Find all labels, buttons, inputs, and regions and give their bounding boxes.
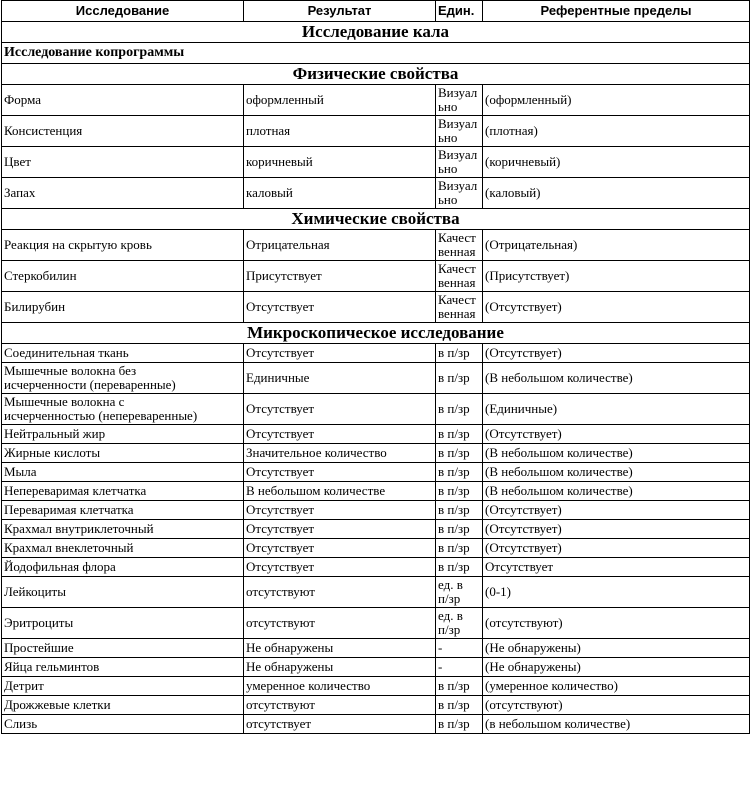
header-unit: Един. [436,1,483,22]
name-line: исчерченности (переваренные) [4,377,176,392]
row-unit: в п/зр [436,696,483,715]
group-row-physical [2,64,750,85]
unit-line: Визуал [438,116,478,131]
row-unit [436,147,483,178]
table-row [2,482,750,501]
table-row [2,425,750,444]
table-row [2,558,750,577]
row-result: отсутствуют [244,577,436,608]
row-reference: (Отсутствует) [483,520,750,539]
row-unit: - [436,658,483,677]
unit-line: ьно [438,99,458,114]
row-unit [436,292,483,323]
row-name: Лейкоциты [2,577,244,608]
table-row [2,577,750,608]
row-unit: в п/зр [436,444,483,463]
row-name: Эритроциты [2,608,244,639]
row-result: отсутствуют [244,608,436,639]
row-reference: (Отсутствует) [483,292,750,323]
row-reference: (Отсутствует) [483,425,750,444]
unit-line: ьно [438,192,458,207]
row-name [2,394,244,425]
group-row-micro [2,323,750,344]
row-result: Не обнаружены [244,658,436,677]
row-reference: (оформленный) [483,85,750,116]
row-name: Дрожжевые клетки [2,696,244,715]
row-result: Единичные [244,363,436,394]
header-result: Результат [244,1,436,22]
unit-line: ед. в [438,608,463,623]
row-reference: (отсутствуют) [483,696,750,715]
row-name: Яйца гельминтов [2,658,244,677]
row-unit: в п/зр [436,394,483,425]
row-name: Слизь [2,715,244,734]
row-reference: (плотная) [483,116,750,147]
row-unit: в п/зр [436,344,483,363]
name-line: исчерченностью (непереваренные) [4,408,198,423]
unit-line: ед. в [438,577,463,592]
row-unit [436,230,483,261]
section-title: Исследование кала [2,22,750,43]
unit-line: ьно [438,130,458,145]
unit-line: Визуал [438,85,478,100]
row-name: Жирные кислоты [2,444,244,463]
unit-line: ьно [438,161,458,176]
table-header-row [2,1,750,22]
row-reference: (Отсутствует) [483,539,750,558]
row-name: Цвет [2,147,244,178]
row-result: Отсутствует [244,463,436,482]
row-result: отсутствует [244,715,436,734]
row-result: Отсутствует [244,394,436,425]
row-name: Стеркобилин [2,261,244,292]
row-name: Нейтральный жир [2,425,244,444]
row-name: Крахмал внутриклеточный [2,520,244,539]
subsection-row [2,43,750,64]
table-row [2,696,750,715]
table-row [2,520,750,539]
table-row [2,658,750,677]
row-result: Отсутствует [244,501,436,520]
header-study: Исследование [2,1,244,22]
row-unit [436,577,483,608]
row-result: Отсутствует [244,344,436,363]
table-row [2,677,750,696]
row-unit: в п/зр [436,715,483,734]
table-row [2,344,750,363]
unit-line: венная [438,306,476,321]
row-unit: в п/зр [436,539,483,558]
row-reference: (каловый) [483,178,750,209]
row-reference: (В небольшом количестве) [483,363,750,394]
row-result: В небольшом количестве [244,482,436,501]
unit-line: Качест [438,292,476,307]
row-reference: (в небольшом количестве) [483,715,750,734]
row-name: Консистенция [2,116,244,147]
name-line: Мышечные волокна с [4,394,125,409]
row-unit [436,116,483,147]
row-unit [436,608,483,639]
section-row [2,22,750,43]
row-name: Реакция на скрытую кровь [2,230,244,261]
row-name: Непереваримая клетчатка [2,482,244,501]
row-reference: (Не обнаружены) [483,658,750,677]
row-result: Значительное количество [244,444,436,463]
row-result: каловый [244,178,436,209]
stool-analysis-table [1,0,750,734]
row-unit: - [436,639,483,658]
row-unit: в п/зр [436,501,483,520]
row-unit [436,261,483,292]
row-name: Йодофильная флора [2,558,244,577]
row-unit [436,85,483,116]
row-result: Отрицательная [244,230,436,261]
row-reference: (В небольшом количестве) [483,444,750,463]
row-name: Крахмал внеклеточный [2,539,244,558]
unit-line: Визуал [438,178,478,193]
table-row [2,394,750,425]
row-name: Простейшие [2,639,244,658]
table-row [2,85,750,116]
group-row-chemical [2,209,750,230]
row-unit [436,178,483,209]
table-row [2,363,750,394]
row-unit: в п/зр [436,482,483,501]
row-reference: (Единичные) [483,394,750,425]
row-unit: в п/зр [436,520,483,539]
table-row [2,501,750,520]
row-name: Запах [2,178,244,209]
row-name: Соединительная ткань [2,344,244,363]
table-row [2,639,750,658]
row-result: оформленный [244,85,436,116]
table-row [2,608,750,639]
row-result: умеренное количество [244,677,436,696]
table-row [2,444,750,463]
row-unit: в п/зр [436,463,483,482]
row-reference: (В небольшом количестве) [483,482,750,501]
row-result: Отсутствует [244,539,436,558]
row-unit: в п/зр [436,425,483,444]
group-title-physical: Физические свойства [2,64,750,85]
subsection-title: Исследование копрограммы [2,43,750,64]
row-name [2,363,244,394]
row-reference: (Отрицательная) [483,230,750,261]
row-reference: (0-1) [483,577,750,608]
row-reference: Отсутствует [483,558,750,577]
row-unit: в п/зр [436,677,483,696]
table-row [2,539,750,558]
unit-line: венная [438,244,476,259]
row-reference: (Отсутствует) [483,344,750,363]
table-row [2,178,750,209]
row-result: плотная [244,116,436,147]
unit-line: венная [438,275,476,290]
row-name: Форма [2,85,244,116]
row-result: коричневый [244,147,436,178]
row-reference: (коричневый) [483,147,750,178]
header-reference: Референтные пределы [483,1,750,22]
table-row [2,147,750,178]
row-reference: (Не обнаружены) [483,639,750,658]
row-reference: (отсутствуют) [483,608,750,639]
group-title-micro: Микроскопическое исследование [2,323,750,344]
unit-line: Качест [438,261,476,276]
table-row [2,261,750,292]
name-line: Мышечные волокна без [4,363,137,378]
row-unit: в п/зр [436,363,483,394]
row-result: Отсутствует [244,520,436,539]
table-row [2,292,750,323]
table-row [2,116,750,147]
row-result: Присутствует [244,261,436,292]
row-name: Билирубин [2,292,244,323]
unit-line: п/зр [438,622,461,637]
unit-line: п/зр [438,591,461,606]
row-result: Отсутствует [244,292,436,323]
table-row [2,715,750,734]
row-name: Мыла [2,463,244,482]
row-result: Не обнаружены [244,639,436,658]
row-result: Отсутствует [244,425,436,444]
group-title-chemical: Химические свойства [2,209,750,230]
row-reference: (В небольшом количестве) [483,463,750,482]
row-name: Детрит [2,677,244,696]
row-unit: в п/зр [436,558,483,577]
row-reference: (Отсутствует) [483,501,750,520]
row-result: отсутствуют [244,696,436,715]
row-name: Переваримая клетчатка [2,501,244,520]
table-row [2,463,750,482]
row-reference: (умеренное количество) [483,677,750,696]
unit-line: Визуал [438,147,478,162]
row-reference: (Присутствует) [483,261,750,292]
unit-line: Качест [438,230,476,245]
table-row [2,230,750,261]
row-result: Отсутствует [244,558,436,577]
